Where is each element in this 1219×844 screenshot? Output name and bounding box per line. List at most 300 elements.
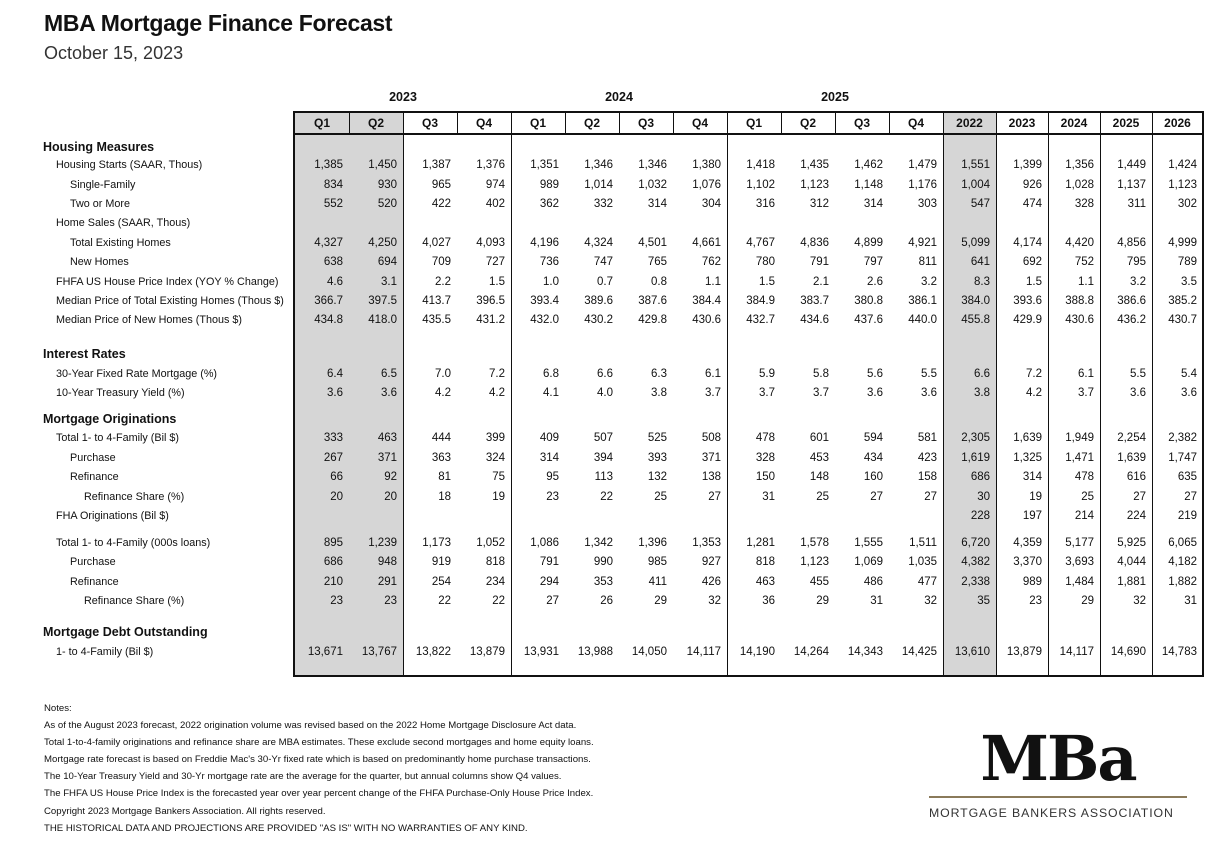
- table-cell: 13,610: [954, 646, 990, 658]
- row-label: Two or More: [70, 198, 130, 210]
- table-cell: 389.6: [584, 295, 613, 307]
- table-cell: 1,479: [908, 159, 937, 171]
- table-cell: 1.1: [1078, 276, 1094, 288]
- table-cell: 29: [1081, 595, 1094, 607]
- column-header: Q4: [475, 116, 492, 130]
- column-header: Q1: [745, 116, 762, 130]
- row-label: Median Price of New Homes (Thous $): [56, 314, 243, 326]
- table-cell: 1,356: [1065, 159, 1094, 171]
- table-cell: 66: [330, 471, 343, 483]
- table-cell: 762: [701, 256, 721, 268]
- table-cell: 402: [485, 198, 505, 210]
- table-cell: 1,380: [692, 159, 721, 171]
- table-cell: 81: [438, 471, 451, 483]
- table-cell: 5.6: [867, 368, 883, 380]
- table-cell: 435.5: [422, 314, 451, 326]
- table-cell: 254: [431, 576, 451, 588]
- table-cell: 14,690: [1110, 646, 1146, 658]
- column-header: 2024: [1060, 116, 1088, 130]
- table-cell: 985: [647, 556, 667, 568]
- table-cell: 23: [384, 595, 397, 607]
- table-cell: 14,117: [686, 646, 721, 658]
- table-cell: 430.2: [584, 314, 613, 326]
- table-cell: 371: [701, 452, 721, 464]
- table-cell: 426: [701, 576, 721, 588]
- table-cell: 791: [539, 556, 559, 568]
- table-cell: 1,123: [1168, 179, 1197, 191]
- table-cell: 132: [647, 471, 667, 483]
- table-cell: 219: [1177, 510, 1197, 522]
- table-cell: 638: [323, 256, 343, 268]
- table-cell: 4,661: [692, 237, 721, 249]
- row-label: Total 1- to 4-Family (Bil $): [56, 432, 179, 444]
- table-cell: 3.7: [1078, 387, 1094, 399]
- table-cell: 333: [323, 432, 343, 444]
- table-cell: 380.8: [854, 295, 883, 307]
- table-cell: 1,325: [1013, 452, 1042, 464]
- table-cell: 552: [323, 198, 343, 210]
- table-cell: 4.2: [489, 387, 505, 399]
- table-cell: 463: [377, 432, 397, 444]
- table-cell: 384.9: [746, 295, 775, 307]
- table-cell: 4,327: [314, 237, 343, 249]
- table-cell: 440.0: [908, 314, 937, 326]
- table-cell: 616: [1126, 471, 1146, 483]
- table-cell: 1,418: [746, 159, 775, 171]
- table-cell: 92: [384, 471, 397, 483]
- table-cell: 478: [755, 432, 775, 444]
- table-cell: 4.0: [597, 387, 613, 399]
- table-cell: 1,069: [854, 556, 883, 568]
- table-cell: 18: [438, 491, 451, 503]
- table-cell: 3.8: [651, 387, 667, 399]
- table-cell: 14,264: [793, 646, 829, 658]
- table-cell: 224: [1126, 510, 1146, 522]
- column-header: Q2: [799, 116, 816, 130]
- table-cell: 1,399: [1013, 159, 1042, 171]
- column-header: 2022: [956, 116, 983, 130]
- table-cell: 989: [539, 179, 559, 191]
- table-cell: 5.5: [1130, 368, 1146, 380]
- section-heading: Mortgage Debt Outstanding: [43, 625, 208, 639]
- table-cell: 32: [1133, 595, 1146, 607]
- table-cell: 948: [377, 556, 397, 568]
- table-cell: 486: [863, 576, 883, 588]
- table-cell: 20: [330, 491, 343, 503]
- table-cell: 2,254: [1117, 432, 1146, 444]
- table-cell: 27: [1184, 491, 1197, 503]
- table-cell: 384.0: [961, 295, 990, 307]
- table-cell: 1,035: [908, 556, 937, 568]
- table-cell: 19: [1029, 491, 1042, 503]
- table-cell: 148: [809, 471, 829, 483]
- table-cell: 789: [1177, 256, 1197, 268]
- table-cell: 75: [492, 471, 505, 483]
- table-cell: 1,462: [854, 159, 883, 171]
- table-cell: 635: [1177, 471, 1197, 483]
- table-cell: 1,882: [1168, 576, 1197, 588]
- row-label: Refinance Share (%): [84, 595, 185, 607]
- table-cell: 686: [323, 556, 343, 568]
- table-cell: 444: [431, 432, 451, 444]
- table-cell: 1,639: [1117, 452, 1146, 464]
- table-cell: 267: [323, 452, 343, 464]
- table-cell: 4,420: [1065, 237, 1094, 249]
- table-cell: 5,099: [961, 237, 990, 249]
- table-cell: 26: [600, 595, 613, 607]
- table-cell: 384.4: [692, 295, 721, 307]
- table-cell: 1,881: [1117, 576, 1146, 588]
- table-cell: 29: [654, 595, 667, 607]
- table-cell: 2,305: [961, 432, 990, 444]
- column-header: Q3: [637, 116, 654, 130]
- table-cell: 138: [701, 471, 721, 483]
- table-cell: 1.0: [543, 276, 559, 288]
- table-cell: 3.7: [759, 387, 775, 399]
- table-cell: 5.9: [759, 368, 775, 380]
- table-cell: 5.5: [921, 368, 937, 380]
- table-cell: 834: [323, 179, 343, 191]
- table-cell: 23: [330, 595, 343, 607]
- table-cell: 303: [917, 198, 937, 210]
- column-header: Q2: [583, 116, 600, 130]
- table-cell: 1,173: [422, 537, 451, 549]
- mba-logo-mark: MBa: [980, 722, 1136, 795]
- table-cell: 2,382: [1168, 432, 1197, 444]
- note-line: As of the August 2023 forecast, 2022 origination volume was revised based on the 2022 Home Mortgage Disclosure Act data.: [44, 720, 577, 732]
- table-cell: 393.4: [530, 295, 559, 307]
- row-label: FHFA US House Price Index (YOY % Change): [56, 276, 279, 288]
- table-cell: 3.7: [705, 387, 721, 399]
- row-label: 30-Year Fixed Rate Mortgage (%): [56, 368, 218, 380]
- table-cell: 362: [539, 198, 559, 210]
- table-cell: 0.7: [597, 276, 613, 288]
- table-cell: 304: [701, 198, 721, 210]
- table-cell: 1.5: [1026, 276, 1042, 288]
- table-cell: 4,324: [584, 237, 613, 249]
- row-label: Purchase: [70, 452, 116, 464]
- table-cell: 113: [594, 471, 613, 483]
- table-cell: 3.6: [381, 387, 397, 399]
- row-label: Total 1- to 4-Family (000s loans): [56, 537, 211, 549]
- row-label: New Homes: [70, 256, 129, 268]
- table-cell: 4,044: [1117, 556, 1146, 568]
- table-cell: 422: [431, 198, 451, 210]
- table-cell: 4,382: [961, 556, 990, 568]
- table-cell: 387.6: [638, 295, 667, 307]
- table-cell: 27: [708, 491, 721, 503]
- year-label-2025: 2025: [821, 90, 849, 104]
- table-cell: 6.1: [705, 368, 721, 380]
- table-cell: 228: [970, 510, 990, 522]
- table-cell: 811: [918, 256, 937, 268]
- table-cell: 30: [977, 491, 990, 503]
- table-cell: 324: [485, 452, 505, 464]
- table-cell: 1,052: [476, 537, 505, 549]
- table-cell: 25: [1081, 491, 1094, 503]
- table-cell: 2.2: [435, 276, 451, 288]
- row-label: Home Sales (SAAR, Thous): [56, 217, 191, 229]
- table-cell: 6.4: [327, 368, 343, 380]
- table-cell: 797: [863, 256, 883, 268]
- table-cell: 1,555: [854, 537, 883, 549]
- table-cell: 434.8: [314, 314, 343, 326]
- table-cell: 3.8: [974, 387, 990, 399]
- table-cell: 3.6: [1181, 387, 1197, 399]
- table-cell: 214: [1074, 510, 1094, 522]
- table-cell: 418.0: [368, 314, 397, 326]
- table-cell: 363: [431, 452, 451, 464]
- table-cell: 314: [863, 198, 883, 210]
- table-cell: 386.1: [908, 295, 937, 307]
- table-cell: 385.2: [1168, 295, 1197, 307]
- row-label: Purchase: [70, 556, 116, 568]
- table-cell: 23: [1029, 595, 1042, 607]
- row-label: Total Existing Homes: [70, 237, 171, 249]
- table-cell: 474: [1022, 198, 1042, 210]
- table-cell: 1,484: [1065, 576, 1094, 588]
- table-cell: 430.7: [1168, 314, 1197, 326]
- table-cell: 791: [809, 256, 829, 268]
- table-cell: 4.2: [1026, 387, 1042, 399]
- table-cell: 31: [762, 491, 775, 503]
- row-label: 1- to 4-Family (Bil $): [56, 646, 154, 658]
- table-cell: 13,767: [361, 646, 397, 658]
- table-cell: 13,931: [523, 646, 559, 658]
- table-cell: 27: [1133, 491, 1146, 503]
- table-cell: 1,346: [638, 159, 667, 171]
- table-cell: 3,370: [1013, 556, 1042, 568]
- table-cell: 353: [593, 576, 613, 588]
- column-header: Q4: [691, 116, 708, 130]
- table-cell: 7.2: [1026, 368, 1042, 380]
- note-line: Total 1-to-4-family originations and refinance share are MBA estimates. These exclude second mortgages and home equity loans.: [44, 737, 594, 749]
- table-cell: 14,117: [1059, 646, 1094, 658]
- table-cell: 1,949: [1065, 432, 1094, 444]
- table-cell: 6.3: [651, 368, 667, 380]
- table-cell: 4.2: [435, 387, 451, 399]
- table-cell: 312: [809, 198, 829, 210]
- table-cell: 1,387: [422, 159, 451, 171]
- table-cell: 22: [438, 595, 451, 607]
- table-cell: 316: [755, 198, 775, 210]
- table-cell: 436.2: [1117, 314, 1146, 326]
- year-label-2023: 2023: [389, 90, 417, 104]
- table-cell: 3.6: [867, 387, 883, 399]
- section-heading: Mortgage Originations: [43, 412, 177, 426]
- table-cell: 6.5: [381, 368, 397, 380]
- table-cell: 919: [431, 556, 451, 568]
- table-cell: 1,102: [746, 179, 775, 191]
- table-cell: 547: [970, 198, 990, 210]
- table-cell: 5.8: [813, 368, 829, 380]
- table-cell: 3.6: [1130, 387, 1146, 399]
- table-cell: 1,471: [1065, 452, 1094, 464]
- table-cell: 4,359: [1013, 537, 1042, 549]
- table-cell: 302: [1177, 198, 1197, 210]
- table-cell: 1,086: [530, 537, 559, 549]
- table-cell: 32: [924, 595, 937, 607]
- table-cell: 396.5: [476, 295, 505, 307]
- table-cell: 371: [377, 452, 397, 464]
- table-cell: 525: [647, 432, 667, 444]
- table-cell: 1,123: [800, 556, 829, 568]
- row-label: Refinance: [70, 471, 119, 483]
- table-cell: 4,999: [1168, 237, 1197, 249]
- table-cell: 581: [917, 432, 937, 444]
- table-cell: 478: [1074, 471, 1094, 483]
- table-cell: 27: [870, 491, 883, 503]
- table-cell: 423: [917, 452, 937, 464]
- notes-section: [44, 700, 594, 837]
- table-cell: 927: [701, 556, 721, 568]
- table-cell: 3.7: [813, 387, 829, 399]
- table-cell: 989: [1022, 576, 1042, 588]
- table-cell: 1,435: [800, 159, 829, 171]
- header-divider: [293, 133, 1204, 135]
- table-cell: 314: [539, 452, 559, 464]
- row-label: Refinance Share (%): [84, 491, 185, 503]
- table-cell: 388.8: [1065, 295, 1094, 307]
- table-cell: 780: [755, 256, 775, 268]
- table-cell: 692: [1022, 256, 1042, 268]
- column-header: Q4: [907, 116, 924, 130]
- mba-logo: [929, 722, 1187, 820]
- table-cell: 3.2: [1130, 276, 1146, 288]
- column-header: Q2: [367, 116, 384, 130]
- table-cell: 455.8: [961, 314, 990, 326]
- notes-heading: Notes:: [44, 703, 72, 714]
- table-cell: 4,027: [422, 237, 451, 249]
- table-cell: 27: [546, 595, 559, 607]
- table-cell: 4.1: [543, 387, 559, 399]
- table-cell: 3,693: [1065, 556, 1094, 568]
- table-cell: 1,148: [854, 179, 883, 191]
- table-cell: 14,783: [1161, 646, 1197, 658]
- note-line: Mortgage rate forecast is based on Freddie Mac's 30-Yr fixed rate which is based on predominantly home purchase transactions.: [44, 754, 591, 766]
- table-cell: 23: [546, 491, 559, 503]
- row-label: Housing Starts (SAAR, Thous): [56, 159, 203, 171]
- row-label: Single-Family: [70, 179, 136, 191]
- table-cell: 36: [762, 595, 775, 607]
- table-cell: 13,822: [415, 646, 451, 658]
- table-cell: 291: [377, 576, 397, 588]
- table-cell: 1,449: [1117, 159, 1146, 171]
- table-cell: 314: [1022, 471, 1042, 483]
- table-cell: 1,424: [1168, 159, 1197, 171]
- table-cell: 2.6: [867, 276, 883, 288]
- table-cell: 31: [870, 595, 883, 607]
- mba-logo-text: MORTGAGE BANKERS ASSOCIATION: [929, 806, 1174, 820]
- table-cell: 314: [647, 198, 667, 210]
- table-cell: 25: [654, 491, 667, 503]
- table-cell: 1.5: [489, 276, 505, 288]
- table-cell: 1,747: [1168, 452, 1197, 464]
- column-header: 2026: [1164, 116, 1191, 130]
- table-cell: 437.6: [854, 314, 883, 326]
- table-cell: 294: [539, 576, 559, 588]
- table-cell: 1,578: [800, 537, 829, 549]
- table-cell: 818: [755, 556, 775, 568]
- table-cell: 27: [924, 491, 937, 503]
- table-cell: 453: [809, 452, 829, 464]
- note-line: Copyright 2023 Mortgage Bankers Association. All rights reserved.: [44, 805, 326, 817]
- table-cell: 399: [485, 432, 505, 444]
- table-cell: 328: [1074, 198, 1094, 210]
- table-cell: 409: [539, 432, 559, 444]
- table-cell: 6.6: [974, 368, 990, 380]
- table-cell: 930: [377, 179, 397, 191]
- table-cell: 974: [485, 179, 505, 191]
- table-cell: 6,720: [961, 537, 990, 549]
- table-cell: 694: [377, 256, 397, 268]
- page-title: MBA Mortgage Finance Forecast: [44, 10, 393, 36]
- table-cell: 1,032: [638, 179, 667, 191]
- table-cell: 727: [485, 256, 505, 268]
- table-cell: 430.6: [1065, 314, 1094, 326]
- table-cell: 95: [546, 471, 559, 483]
- table-cell: 386.6: [1117, 295, 1146, 307]
- table-cell: 434.6: [800, 314, 829, 326]
- table-cell: 747: [593, 256, 613, 268]
- table-cell: 4,836: [800, 237, 829, 249]
- table-cell: 14,050: [631, 646, 667, 658]
- row-label: Median Price of Total Existing Homes (Thous $): [56, 295, 284, 307]
- table-cell: 1,004: [961, 179, 990, 191]
- table-cell: 20: [384, 491, 397, 503]
- table-cell: 150: [755, 471, 775, 483]
- table-cell: 765: [647, 256, 667, 268]
- table-cell: 736: [539, 256, 559, 268]
- table-cell: 397.5: [368, 295, 397, 307]
- table-cell: 641: [970, 256, 990, 268]
- note-line: The 10-Year Treasury Yield and 30-Yr mortgage rate are the average for the quarter, but annual columns show Q4 values.: [44, 771, 562, 783]
- table-cell: 432.7: [746, 314, 775, 326]
- table-cell: 520: [377, 198, 397, 210]
- table-cell: 1,376: [476, 159, 505, 171]
- table-cell: 709: [431, 256, 451, 268]
- table-cell: 4,196: [530, 237, 559, 249]
- table-cell: 328: [755, 452, 775, 464]
- table-cell: 4,182: [1168, 556, 1197, 568]
- table-cell: 25: [816, 491, 829, 503]
- table-cell: 1.1: [705, 276, 721, 288]
- table-cell: 432.0: [530, 314, 559, 326]
- row-label: 10-Year Treasury Yield (%): [56, 387, 185, 399]
- table-cell: 6.8: [543, 368, 559, 380]
- table-cell: 13,988: [577, 646, 613, 658]
- table-cell: 6,065: [1168, 537, 1197, 549]
- table-cell: 795: [1126, 256, 1146, 268]
- table-cell: 990: [593, 556, 613, 568]
- table-cell: 4,767: [746, 237, 775, 249]
- table-cell: 197: [1022, 510, 1042, 522]
- section-heading: Housing Measures: [43, 140, 155, 154]
- note-line: The FHFA US House Price Index is the forecasted year over year percent change of the FHFA Purchase-Only House Price Index.: [44, 788, 594, 800]
- table-cell: 594: [863, 432, 883, 444]
- table-cell: 31: [1184, 595, 1197, 607]
- table-cell: 429.8: [638, 314, 667, 326]
- table-cell: 1,385: [314, 159, 343, 171]
- table-cell: 508: [701, 432, 721, 444]
- table-cell: 1,346: [584, 159, 613, 171]
- table-cell: 431.2: [476, 314, 505, 326]
- table-cell: 1,639: [1013, 432, 1042, 444]
- table-cell: 22: [492, 595, 505, 607]
- table-cell: 477: [917, 576, 937, 588]
- table-cell: 6.1: [1078, 368, 1094, 380]
- table-cell: 1,176: [908, 179, 937, 191]
